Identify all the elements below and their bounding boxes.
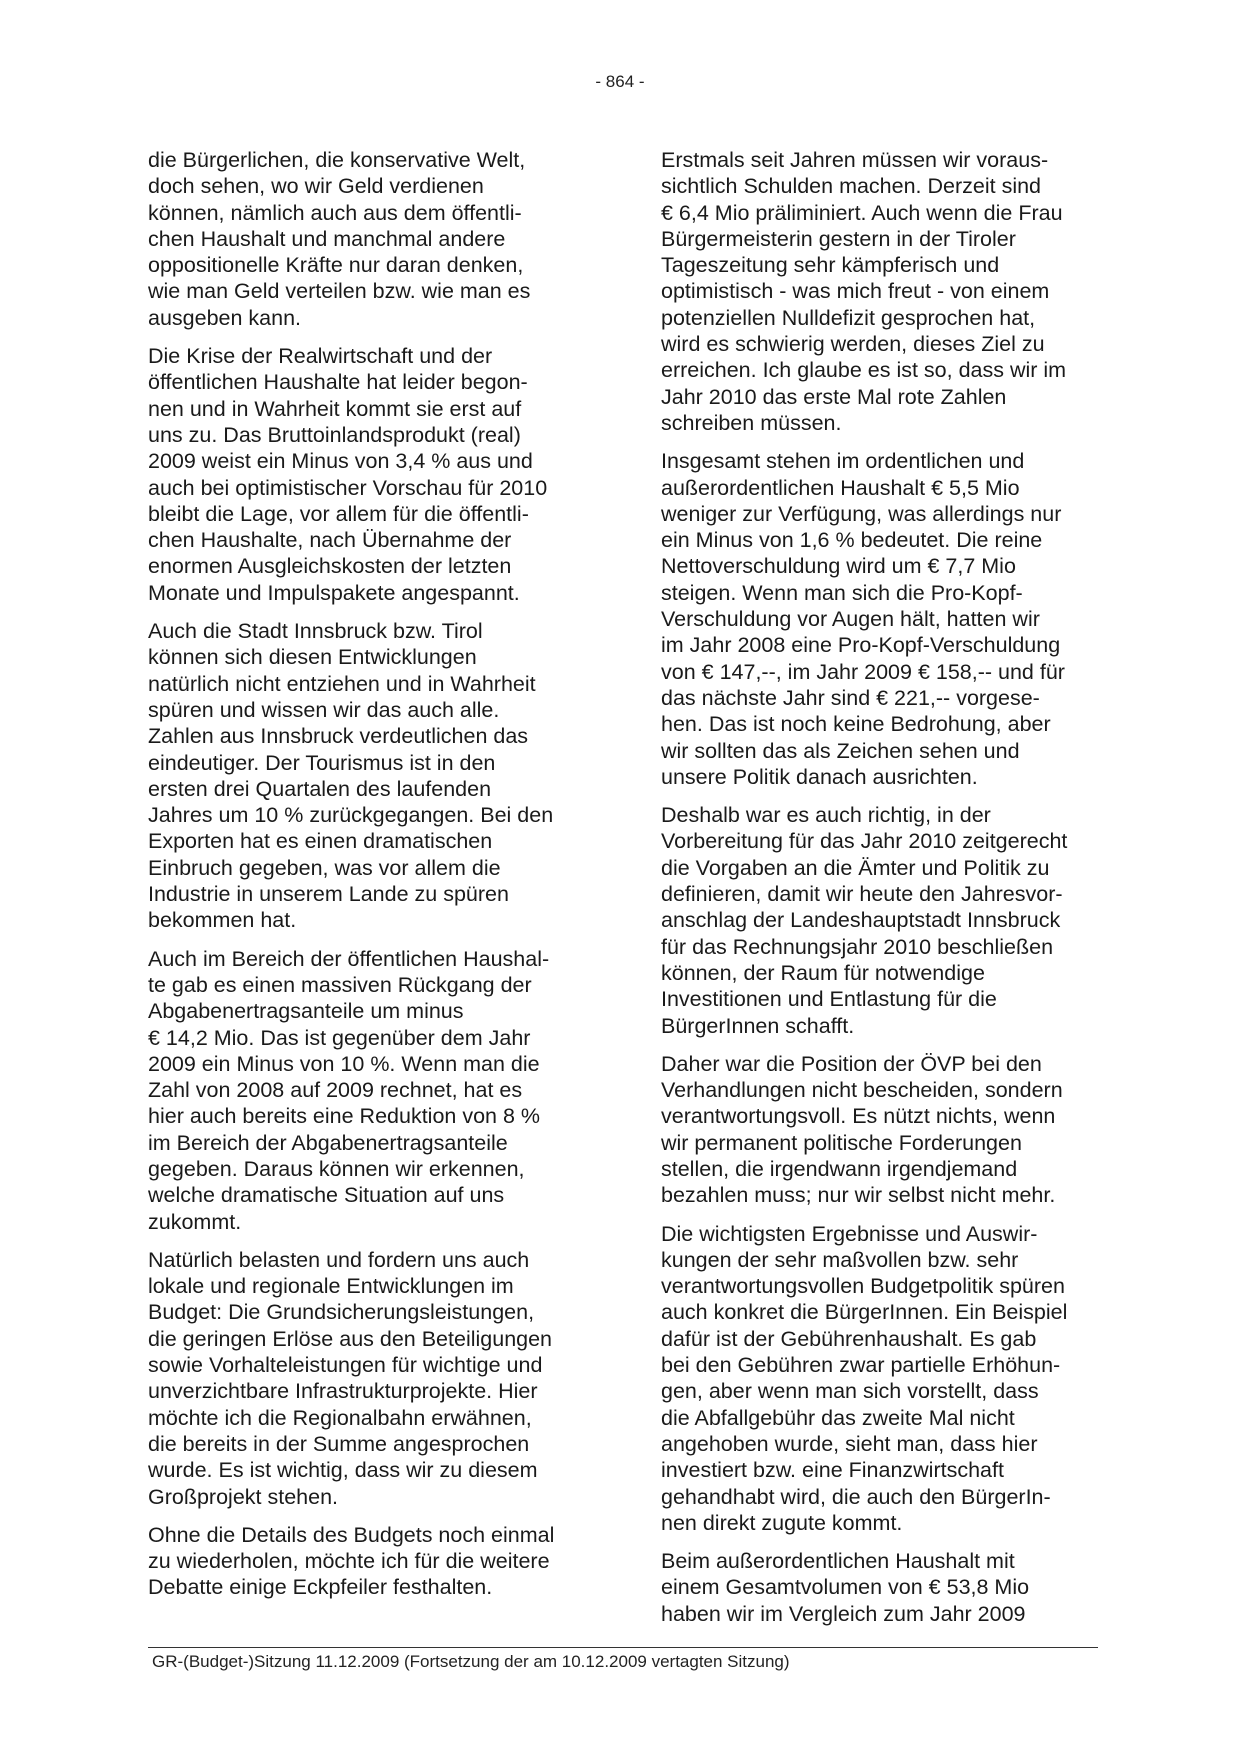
text-line: Großprojekt stehen. (148, 1484, 339, 1509)
text-line: ein Minus von 1,6 % bedeutet. Die reine (661, 528, 1043, 553)
paragraph (661, 448, 1101, 790)
text-line: oppositionelle Kräfte nur daran denken, (148, 253, 524, 278)
text-line: lokale und regionale Entwicklungen im (148, 1274, 514, 1299)
text-line: Einbruch gegeben, was vor allem die (148, 855, 501, 880)
text-line: unverzichtbare Infrastrukturprojekte. Hier (148, 1379, 538, 1404)
text-line: Exporten hat es einen dramatischen (148, 829, 493, 854)
text-line: gen, aber wenn man sich vorstellt, dass (661, 1379, 1039, 1404)
text-line: für das Rechnungsjahr 2010 beschließen (661, 934, 1054, 959)
paragraph (661, 1051, 1101, 1209)
left-column (148, 147, 588, 1613)
text-line: 2009 weist ein Minus von 3,4 % aus und (148, 449, 533, 474)
text-line: Verschuldung vor Augen hält, hatten wir (661, 607, 1040, 632)
text-line: enormen Ausgleichskosten der letzten (148, 554, 512, 579)
paragraph (148, 343, 588, 606)
text-line: sichtlich Schulden machen. Derzeit sind (661, 174, 1042, 199)
text-line: 2009 ein Minus von 10 %. Wenn man die (148, 1051, 540, 1076)
text-line: Insgesamt stehen im ordentlichen und (661, 449, 1025, 474)
text-line: erreichen. Ich glaube es ist so, dass wir im (661, 358, 1067, 383)
text-line: sowie Vorhalteleistungen für wichtige und (148, 1353, 543, 1378)
paragraph (661, 802, 1101, 1039)
text-line: uns zu. Das Bruttoinlandsprodukt (real) (148, 422, 521, 447)
footer-text: GR-(Budget-)Sitzung 11.12.2009 (Fortsetzung der am 10.12.2009 vertagten Sitzung) (152, 1652, 790, 1671)
text-line: doch sehen, wo wir Geld verdienen (148, 174, 484, 199)
text-line: chen Haushalte, nach Übernahme der (148, 528, 512, 553)
text-line: die Bürgerlichen, die konservative Welt, (148, 148, 526, 172)
text-line: investiert bzw. eine Finanzwirtschaft (661, 1458, 1004, 1483)
text-line: Bürgermeisterin gestern in der Tiroler (661, 226, 1016, 251)
text-line: im Jahr 2008 eine Pro-Kopf-Verschuldung (661, 633, 1061, 658)
text-line: wir permanent politische Forderungen (661, 1130, 1022, 1155)
text-line: Investitionen und Entlastung für die (661, 987, 997, 1012)
text-line: Ohne die Details des Budgets noch einmal (148, 1522, 555, 1547)
text-line: die Abfallgebühr das zweite Mal nicht (661, 1405, 1015, 1430)
text-line: Jahr 2010 das erste Mal rote Zahlen (661, 384, 1007, 409)
text-line: Monate und Impulspakete angespannt. (148, 580, 520, 605)
text-line: außerordentlichen Haushalt € 5,5 Mio (661, 475, 1020, 500)
text-line: schreiben müssen. (661, 410, 842, 435)
text-line: natürlich nicht entziehen und in Wahrheit (148, 671, 536, 696)
paragraph (148, 946, 588, 1235)
text-line: spüren und wissen wir das auch alle. (148, 697, 500, 722)
text-line: hen. Das ist noch keine Bedrohung, aber (661, 712, 1051, 737)
text-line: können, nämlich auch aus dem öffentli- (148, 200, 522, 225)
paragraph (148, 147, 588, 331)
text-line: Die Krise der Realwirtschaft und der (148, 344, 493, 369)
text-line: Auch die Stadt Innsbruck bzw. Tirol (148, 619, 483, 644)
text-line: auch konkret die BürgerInnen. Ein Beispiel (661, 1300, 1068, 1325)
text-line: ausgeben kann. (148, 305, 302, 330)
text-line: Beim außerordentlichen Haushalt mit (661, 1549, 1015, 1574)
text-line: te gab es einen massiven Rückgang der (148, 972, 532, 997)
text-line: zukommt. (148, 1209, 242, 1234)
text-line: verantwortungsvollen Budgetpolitik spüren (661, 1274, 1065, 1299)
text-line: Erstmals seit Jahren müssen wir voraus- (661, 148, 1049, 172)
text-line: bei den Gebühren zwar partielle Erhöhun- (661, 1353, 1061, 1378)
text-line: die bereits in der Summe angesprochen (148, 1431, 530, 1456)
text-line: chen Haushalt und manchmal andere (148, 226, 506, 251)
text-line: im Bereich der Abgabenertragsanteile (148, 1130, 508, 1155)
text-line: Abgabenertragsanteile um minus (148, 999, 464, 1024)
text-line: Budget: Die Grundsicherungsleistungen, (148, 1300, 535, 1325)
text-line: Natürlich belasten und fordern uns auch (148, 1247, 530, 1272)
text-line: einem Gesamtvolumen von € 53,8 Mio (661, 1575, 1030, 1600)
text-line: das nächste Jahr sind € 221,-- vorgese- (661, 685, 1040, 710)
paragraph (148, 1522, 588, 1601)
text-line: Debatte einige Eckpfeiler festhalten. (148, 1575, 493, 1600)
text-line: verantwortungsvoll. Es nützt nichts, wenn (661, 1104, 1056, 1129)
text-line: auch bei optimistischer Vorschau für 2010 (148, 475, 548, 500)
text-line: öffentlichen Haushalte hat leider begon- (148, 370, 528, 395)
text-line: hier auch bereits eine Reduktion von 8 % (148, 1104, 541, 1129)
text-line: wie man Geld verteilen bzw. wie man es (148, 279, 531, 304)
text-line: BürgerInnen schafft. (661, 1013, 855, 1038)
right-column (661, 147, 1101, 1639)
text-line: Industrie in unserem Lande zu spüren (148, 882, 509, 907)
text-line: Jahres um 10 % zurückgegangen. Bei den (148, 803, 554, 828)
text-line: wird es schwierig werden, dieses Ziel zu (661, 332, 1045, 357)
text-line: bekommen hat. (148, 908, 297, 933)
text-line: € 14,2 Mio. Das ist gegenüber dem Jahr (148, 1025, 531, 1050)
text-line: ersten drei Quartalen des laufenden (148, 776, 492, 801)
text-line: potenziellen Nulldefizit gesprochen hat, (661, 305, 1036, 330)
text-line: haben wir im Vergleich zum Jahr 2009 (661, 1601, 1026, 1626)
text-line: möchte ich die Regionalbahn erwähnen, (148, 1405, 532, 1430)
text-line: zu wiederholen, möchte ich für die weitere (148, 1549, 550, 1574)
text-line: gehandhabt wird, die auch den BürgerIn- (661, 1484, 1051, 1509)
text-line: wurde. Es ist wichtig, dass wir zu diesem (148, 1458, 538, 1483)
text-line: Die wichtigsten Ergebnisse und Auswir- (661, 1221, 1038, 1246)
footer-divider (148, 1647, 1098, 1648)
text-line: Vorbereitung für das Jahr 2010 zeitgerecht (661, 829, 1068, 854)
text-line: wir sollten das als Zeichen sehen und (661, 738, 1020, 763)
paragraph (661, 1221, 1101, 1537)
paragraph (148, 618, 588, 934)
text-line: Deshalb war es auch richtig, in der (661, 803, 991, 828)
text-line: können, der Raum für notwendige (661, 960, 985, 985)
text-line: dafür ist der Gebührenhaushalt. Es gab (661, 1326, 1037, 1351)
page-number: - 864 - (595, 72, 645, 91)
paragraph (661, 147, 1101, 436)
text-line: nen direkt zugute kommt. (661, 1510, 903, 1535)
text-line: bezahlen muss; nur wir selbst nicht mehr. (661, 1183, 1056, 1208)
text-line: € 6,4 Mio präliminiert. Auch wenn die Frau (661, 200, 1063, 225)
text-line: eindeutiger. Der Tourismus ist in den (148, 750, 496, 775)
paragraph (148, 1247, 588, 1510)
text-line: Zahl von 2008 auf 2009 rechnet, hat es (148, 1078, 523, 1103)
text-line: gegeben. Daraus können wir erkennen, (148, 1156, 525, 1181)
text-line: weniger zur Verfügung, was allerdings nur (661, 501, 1062, 526)
text-line: Nettoverschuldung wird um € 7,7 Mio (661, 554, 1016, 579)
text-line: nen und in Wahrheit kommt sie erst auf (148, 396, 522, 421)
text-line: Daher war die Position der ÖVP bei den (661, 1051, 1042, 1076)
text-line: kungen der sehr maßvollen bzw. sehr (661, 1247, 1019, 1272)
text-line: angehoben wurde, sieht man, dass hier (661, 1431, 1038, 1456)
text-line: von € 147,--, im Jahr 2009 € 158,-- und für (661, 659, 1065, 684)
text-line: bleibt die Lage, vor allem für die öffentli- (148, 501, 529, 526)
text-line: anschlag der Landeshauptstadt Innsbruck (661, 908, 1061, 933)
text-line: Auch im Bereich der öffentlichen Haushal- (148, 946, 550, 971)
text-line: Verhandlungen nicht bescheiden, sondern (661, 1078, 1063, 1103)
text-line: unsere Politik danach ausrichten. (661, 764, 978, 789)
text-line: steigen. Wenn man sich die Pro-Kopf- (661, 580, 1023, 605)
text-line: Zahlen aus Innsbruck verdeutlichen das (148, 724, 529, 749)
text-line: Tageszeitung sehr kämpferisch und (661, 253, 1000, 278)
text-line: die Vorgaben an die Ämter und Politik zu (661, 855, 1050, 880)
paragraph (661, 1548, 1101, 1627)
text-line: können sich diesen Entwicklungen (148, 645, 477, 670)
text-line: welche dramatische Situation auf uns (148, 1183, 505, 1208)
text-line: optimistisch - was mich freut - von einem (661, 279, 1050, 304)
text-line: definieren, damit wir heute den Jahresvor- (661, 882, 1063, 907)
text-line: die geringen Erlöse aus den Beteiligungen (148, 1326, 553, 1351)
text-line: stellen, die irgendwann irgendjemand (661, 1156, 1018, 1181)
